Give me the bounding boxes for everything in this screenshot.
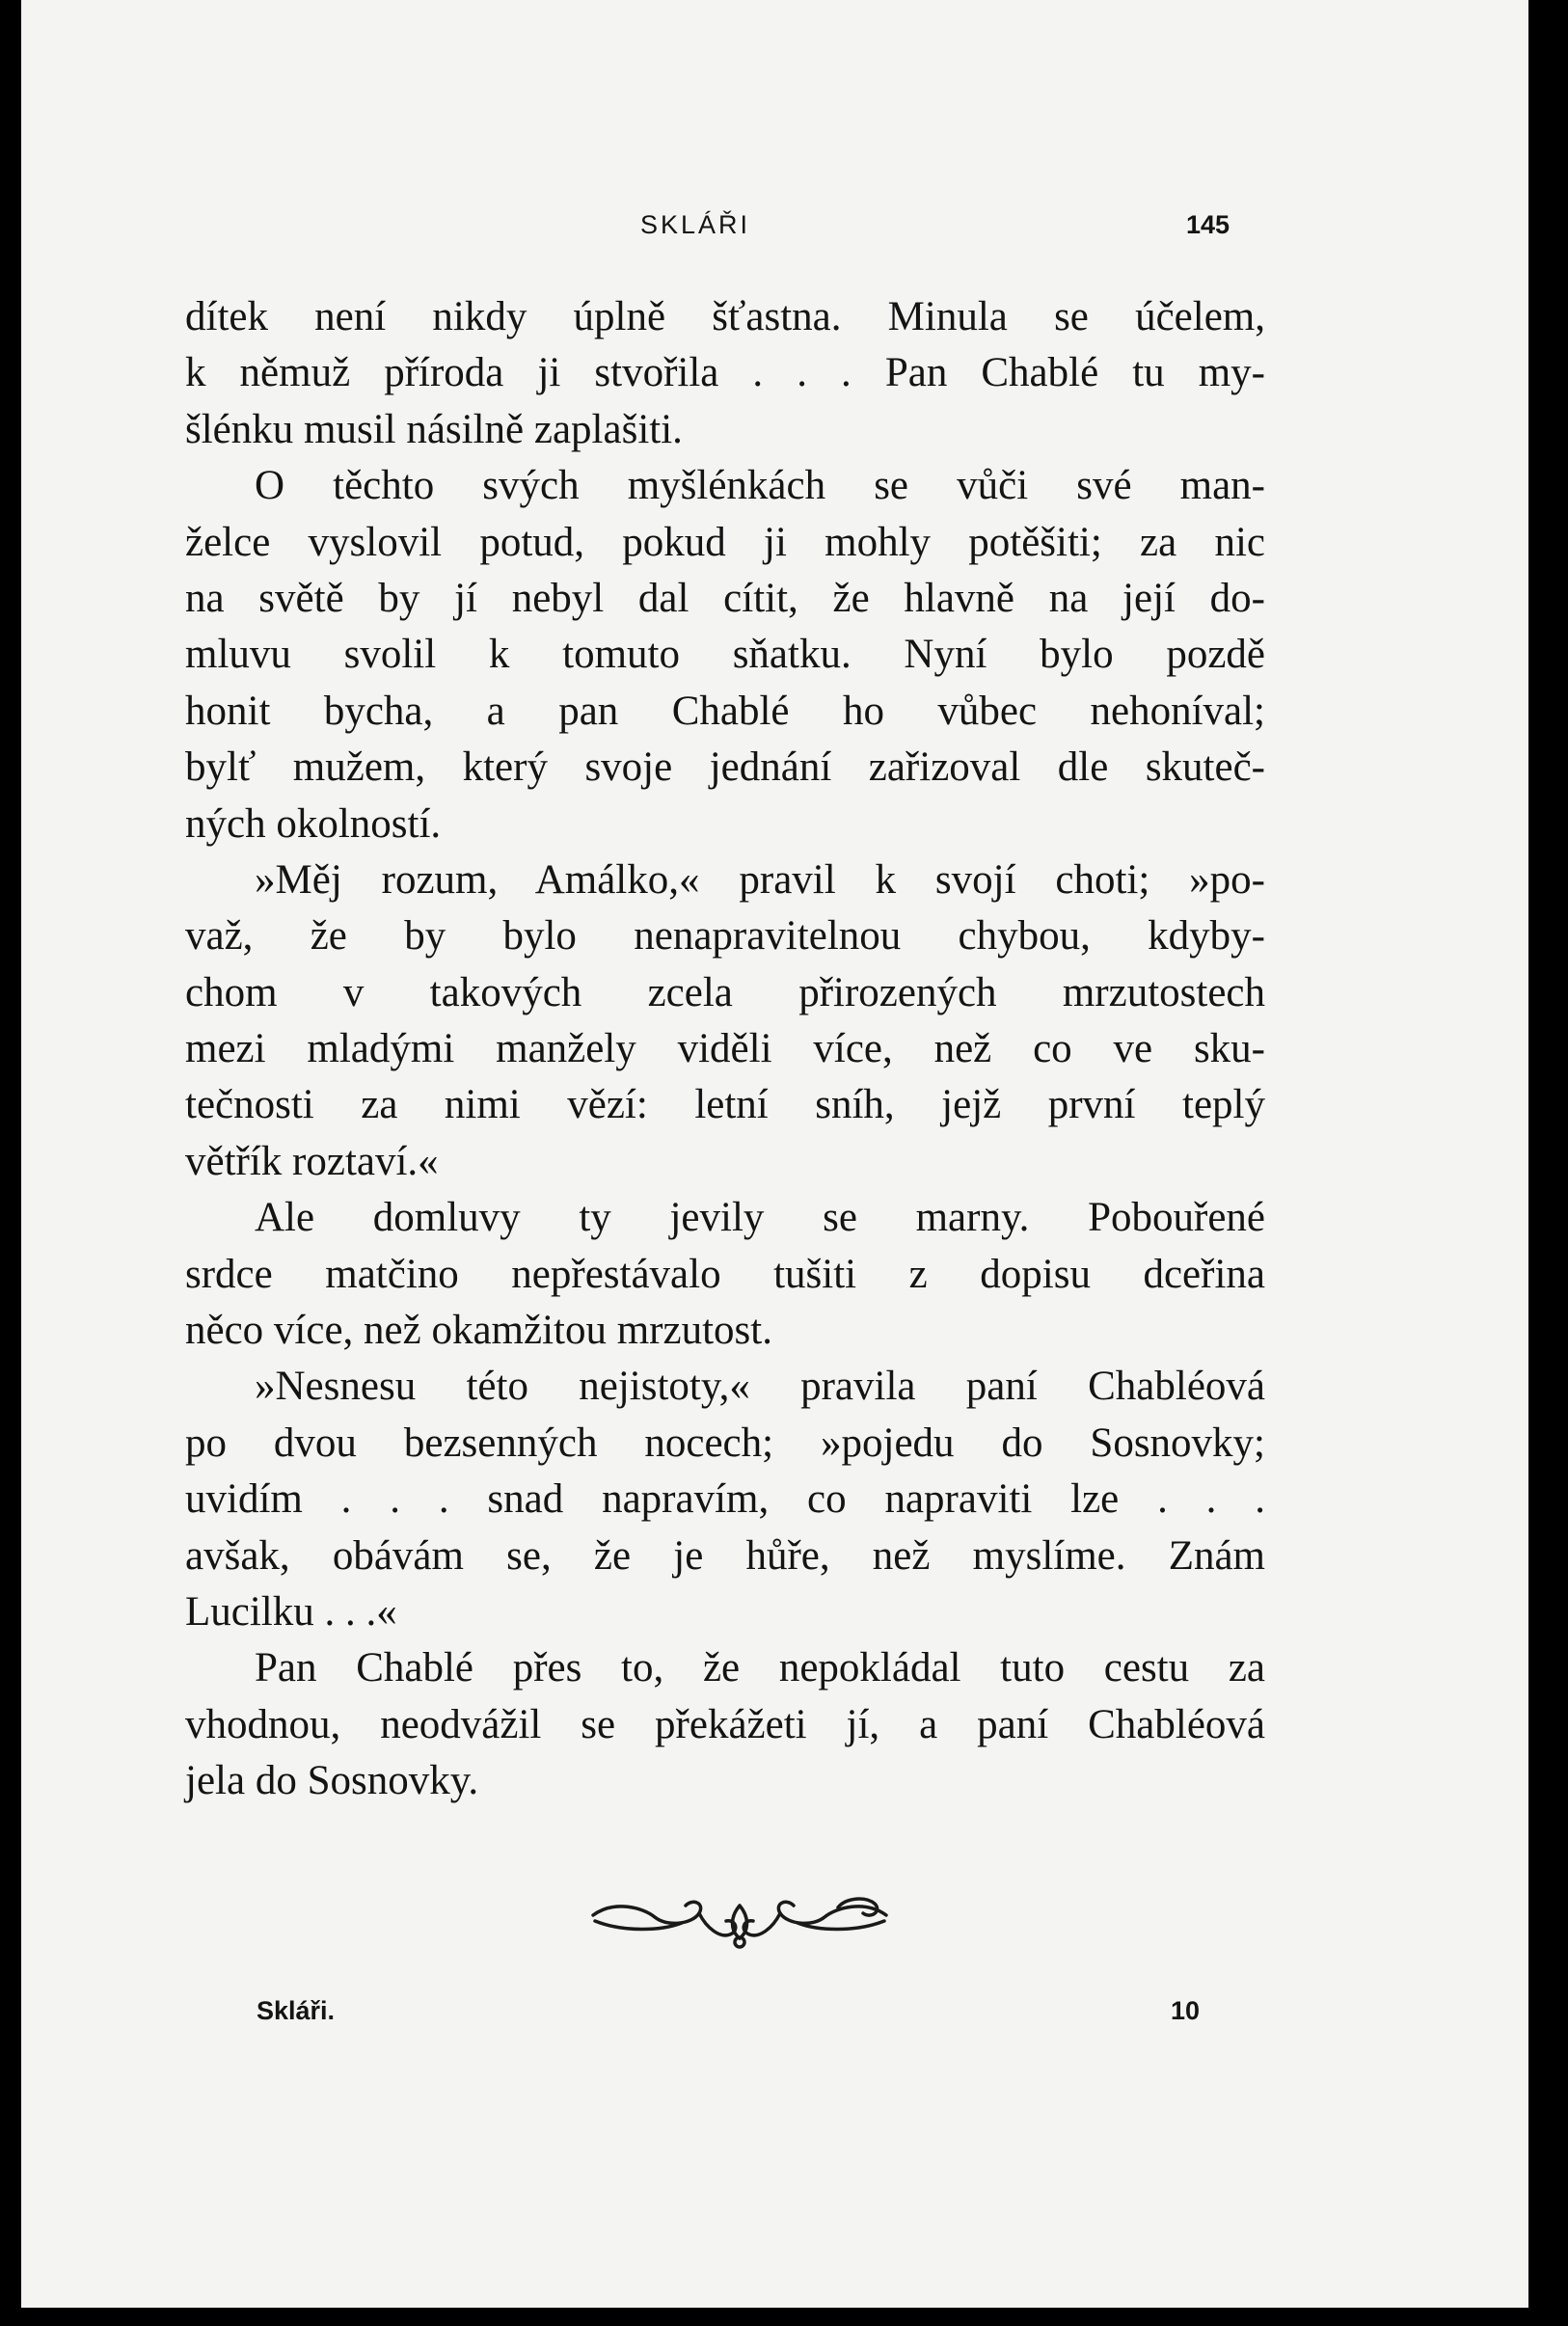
text-line: tečnosti za nimi vězí: letní sníh, jejž první teplý [185,1082,1265,1128]
text-line: »Měj rozum, Amálko,« pravil k svojí choti; »po- [255,856,1265,903]
text-line: bylť mužem, který svoje jednání zařizoval dle skuteč- [185,744,1265,791]
text-line: dítek není nikdy úplně šťastna. Minula se účelem, [185,294,1265,339]
text-line: uvidím . . . snad napravím, co napraviti lze . . . [185,1476,1265,1523]
text-line: želce vyslovil potud, pokud ji mohly potěšiti; za nic [185,519,1265,565]
text-line: ných okolností. [185,800,442,847]
text-line: k němuž příroda ji stvořila . . . Pan Chablé tu my- [185,350,1265,396]
page-footer [21,1996,1528,2035]
signature-mark: Skláři. [257,1996,336,2025]
running-header [21,210,1528,249]
text-line: »Nesnesu této nejistoty,« pravila paní Chabléová [255,1364,1265,1410]
running-title: SKLÁŘI [640,210,751,239]
text-line: šlénku musil násilně zaplašiti. [185,406,683,452]
text-line: O těchto svých myšlénkách se vůči své man- [255,463,1265,509]
text-line: mezi mladými manžely viděli více, než co ve sku- [185,1026,1265,1072]
page-number: 145 [1186,210,1230,239]
text-line: Ale domluvy ty jevily se marny. Pobouřené [255,1195,1265,1241]
text-line: honit bycha, a pan Chablé ho vůbec nehoníval; [185,688,1265,734]
body-text [185,289,1265,1810]
text-line: po dvou bezsenných nocech; »pojedu do Sosnovky; [185,1420,1265,1466]
book-page [21,0,1528,2308]
text-line: važ, že by bylo nenapravitelnou chybou, kdyby- [185,913,1265,960]
text-line: na světě by jí nebyl dal cítit, že hlavně na její do- [185,575,1265,621]
text-line: avšak, obávám se, že je hůře, než myslíme. Znám [185,1532,1265,1579]
ornament-flourish-icon [585,1880,894,1958]
text-line: jela do Sosnovky. [185,1758,479,1804]
text-line: Lucilku . . .« [185,1588,397,1635]
text-line: srdce matčino nepřestávalo tušiti z dopisu dceřina [185,1251,1265,1297]
text-line: větřík roztaví.« [185,1138,439,1184]
text-line: chom v takových zcela přirozených mrzutostech [185,969,1265,1015]
text-line: vhodnou, neodvážil se překážeti jí, a paní Chabléová [185,1701,1265,1747]
text-line: Pan Chablé přes to, že nepokládal tuto cestu za [255,1645,1265,1691]
text-line: něco více, než okamžitou mrzutost. [185,1308,772,1354]
text-line: mluvu svolil k tomuto sňatku. Nyní bylo pozdě [185,632,1265,678]
sheet-number: 10 [1171,1996,1201,2025]
